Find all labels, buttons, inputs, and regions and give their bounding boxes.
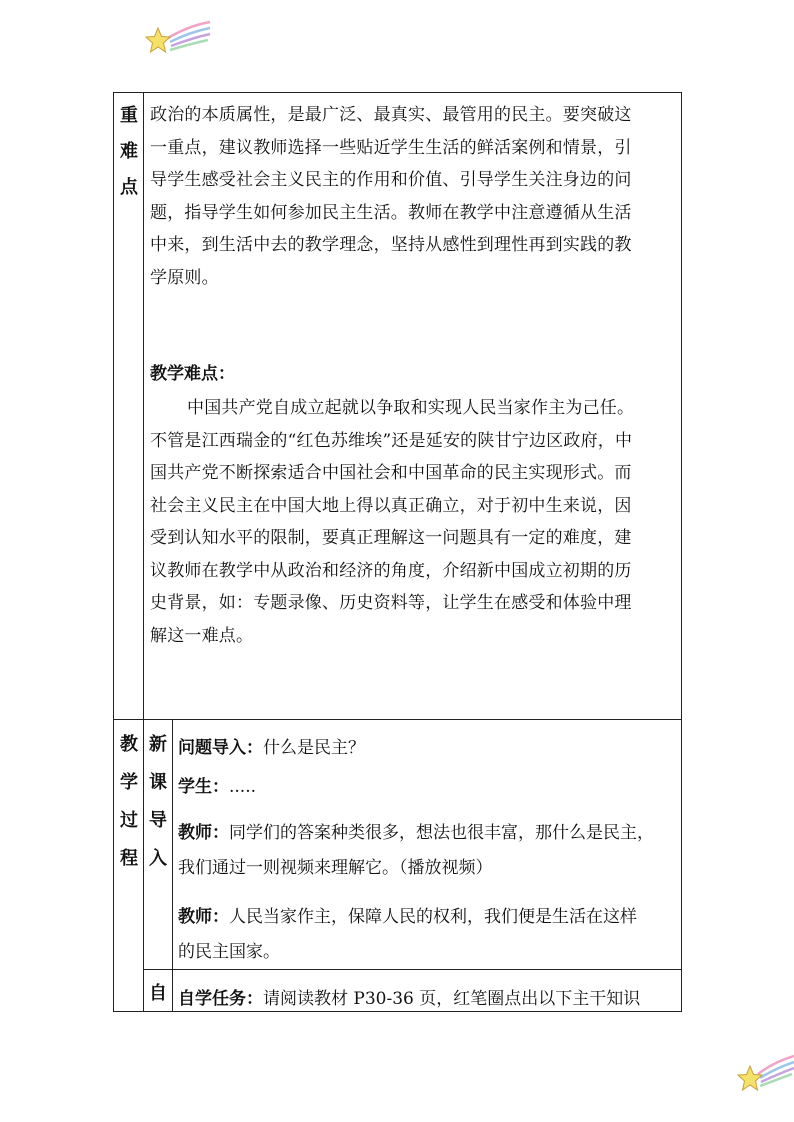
student-text: ..... [229, 777, 257, 797]
teacher-line-1b: 我们通过一则视频来理解它。（播放视频） [178, 858, 493, 878]
table-divider [113, 719, 682, 720]
label-char: 重 [120, 105, 138, 126]
text-line: 中国共产党自成立起就以争取和实现人民当家作主为己任。 [187, 398, 635, 418]
student-line [178, 772, 256, 797]
student-label: 学生： [178, 777, 229, 797]
label-char: 程 [120, 848, 138, 869]
teacher-line-2b: 的民主国家。 [178, 942, 280, 962]
key-points-paragraph [150, 99, 676, 294]
teacher-label: 教师： [178, 907, 229, 927]
key-difficult-label [115, 98, 143, 206]
text-line: 题，指导学生如何参加民主生活。教师在教学中注意遵循从生活 [150, 202, 632, 223]
teacher-text: 同学们的答案种类很多，想法也很丰富，那什么是民主， [229, 823, 654, 843]
label-char: 导 [149, 810, 167, 831]
question-text: 什么是民主？ [263, 738, 365, 758]
table-divider [143, 969, 682, 970]
text-line: 中来，到生活中去的教学理念，坚持从感性到理性再到实践的教 [150, 235, 632, 255]
label-char: 新 [149, 734, 167, 755]
difficulty-heading: 教学难点： [150, 364, 235, 384]
label-char: 难 [120, 141, 138, 162]
self-study-task-label: 自学任务： [178, 989, 263, 1009]
self-study-task [178, 984, 640, 1009]
teacher-line-1 [178, 818, 654, 843]
teaching-process-label [115, 726, 143, 878]
text-line: 社会主义民主在中国大地上得以真正确立，对于初中生来说，因 [150, 495, 632, 516]
new-lesson-intro-label [144, 726, 172, 878]
teacher-line-2 [178, 902, 637, 927]
label-char: 入 [149, 848, 167, 869]
self-study-label: 自 [149, 983, 167, 1004]
self-study-task-text: 请阅读教材 P30-36 页，红笔圈点出以下主干知识 [263, 989, 641, 1009]
label-char: 教 [120, 734, 138, 755]
teacher-label: 教师： [178, 823, 229, 843]
text-line: 受到认知水平的限制，要真正理解这一问题具有一定的难度，建 [150, 528, 632, 548]
question-intro [178, 733, 365, 758]
text-line: 政治的本质属性，是最广泛、最真实、最管用的民主。要突破这 [150, 105, 632, 125]
shooting-star-icon [140, 18, 212, 58]
text-line: 不管是江西瑞金的“红色苏维埃”还是延安的陕甘宁边区政府，中 [150, 430, 633, 451]
text-line: 一重点，建议教师选择一些贴近学生生活的鲜活案例和情景，引 [150, 137, 632, 158]
text-line: 导学生感受社会主义民主的作用和价值、引导学生关注身边的问 [150, 170, 632, 190]
text-line: 学原则。 [150, 267, 219, 288]
teacher-text: 人民当家作主，保障人民的权利，我们便是生活在这样 [229, 907, 637, 927]
question-label: 问题导入： [178, 738, 263, 758]
label-char: 学 [120, 772, 138, 793]
text-line: 国共产党不断探索适合中国社会和中国革命的民主实现形式。而 [150, 463, 632, 483]
label-char: 点 [120, 177, 138, 198]
text-line: 议教师在教学中从政治和经济的角度，介绍新中国成立初期的历 [150, 560, 632, 581]
difficulty-paragraph [150, 392, 676, 652]
label-char: 过 [120, 810, 138, 831]
label-char: 课 [149, 772, 167, 793]
text-line: 解这一难点。 [150, 625, 254, 646]
text-line: 史背景，如：专题录像、历史资料等，让学生在感受和体验中理 [150, 593, 632, 613]
shooting-star-icon [734, 1048, 794, 1098]
